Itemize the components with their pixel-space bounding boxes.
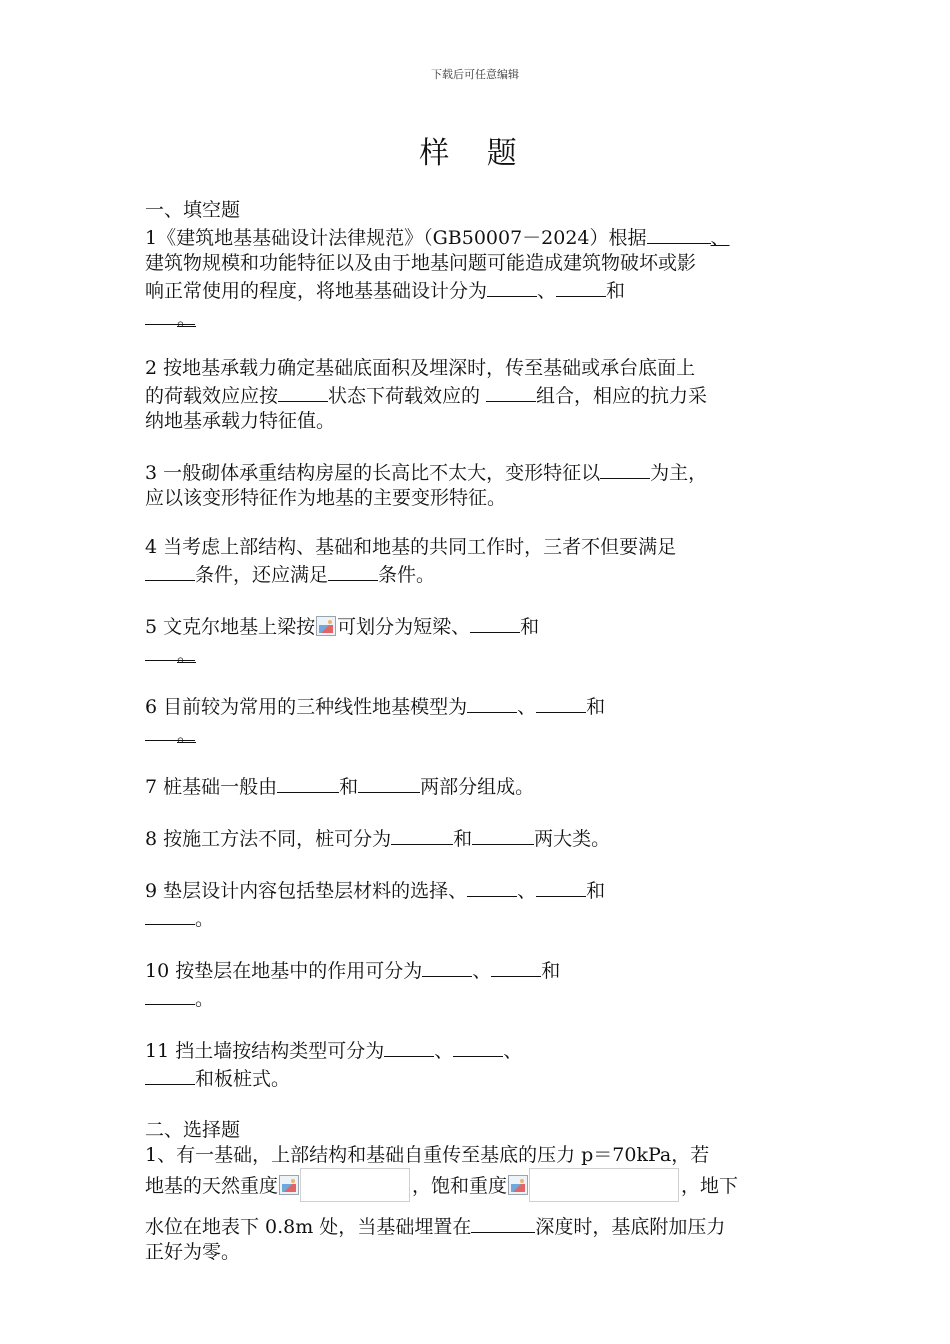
answer-blank [486,381,536,402]
question-text: 。 [177,308,197,330]
question-text: 可划分为短梁、 [337,616,471,638]
image-placeholder [300,1168,410,1202]
answer-blank [453,1036,503,1057]
separator: 、 [517,696,537,718]
question-text: 的荷载效应应按 [145,385,279,407]
question-text: 1、有一基础，上部结构和基础自重传至基底的压力 p＝70kPa，若 [145,1144,710,1166]
question-text: 纳地基承载力特征值。 [145,410,336,432]
question-text: 。 [177,644,197,666]
answer-blank [384,1036,434,1057]
question-text: 建筑物规模和功能特征以及由于地基问题可能造成建筑物破坏或影 [145,252,697,274]
question-text: 条件，还应满足 [195,564,329,586]
answer-blank [600,458,650,479]
question-text: 。 [195,988,215,1010]
question-text: 5 文克尔地基上梁按 [145,616,316,638]
answer-blank [536,876,586,897]
question-8 [145,824,810,852]
question-text: 正好为零。 [145,1241,241,1263]
question-text: 4 当考虑上部结构、基础和地基的共同工作时，三者不但要满足 [145,536,677,558]
answer-blank [467,692,517,713]
question-5 [145,612,810,668]
question-text: 和 [606,280,626,302]
question-text: 10 按垫层在地基中的作用可分为 [145,960,423,982]
question-text: 和板桩式。 [195,1068,291,1090]
question-10 [145,956,810,1012]
answer-blank [422,956,472,977]
answer-blank [487,276,537,297]
question-6 [145,692,810,748]
answer-blank [145,984,195,1005]
answer-blank [277,772,339,793]
separator: 、 [537,280,557,302]
answer-blank [472,824,534,845]
section-heading-choice: 二、选择题 [145,1119,241,1141]
broken-image-icon [316,616,336,636]
question-text: 和 [339,776,359,798]
question-text: 9 垫层设计内容包括垫层材料的选择、 [145,880,468,902]
question-text: 1《建筑地基基础设计法律规范》（GB50007－2024）根据 [145,227,647,249]
page-title: 样 题 [419,136,531,171]
document-body [145,198,810,1289]
question-text: 。 [195,908,215,930]
question-text: 深度时，基底附加压力 [535,1216,726,1238]
question-text: 6 目前较为常用的三种线性地基模型为 [145,696,468,718]
answer-blank [328,560,378,581]
question-text: 和 [586,880,606,902]
answer-blank [358,772,420,793]
question-text: 组合，相应的抗力采 [536,385,708,407]
choice-question-1 [145,1143,810,1265]
answer-blank [145,560,195,581]
answer-blank [536,692,586,713]
question-text: 11 挡土墙按结构类型可分为 [145,1040,385,1062]
question-2 [145,356,810,434]
question-text: 为主， [650,462,708,484]
question-text: 地基的天然重度 [145,1175,279,1197]
question-text: ，饱和重度 [412,1175,508,1197]
question-text: 8 按施工方法不同，桩可分为 [145,828,392,850]
question-text: 和 [520,616,540,638]
question-text: 条件。 [378,564,436,586]
question-3 [145,458,810,511]
question-text: 响正常使用的程度，将地基基础设计分为 [145,280,488,302]
question-1 [145,223,810,332]
question-text: 状态下荷载效应的 [328,385,481,407]
question-11 [145,1036,810,1092]
question-text: ，地下 [681,1175,739,1197]
question-text: 两大类。 [534,828,611,850]
answer-blank [145,1064,195,1085]
separator: 、 [434,1040,454,1062]
broken-image-icon [508,1175,528,1195]
separator: 、 [517,880,537,902]
question-9 [145,876,810,932]
separator: 、 [503,1040,523,1062]
answer-blank [470,612,520,633]
header-note: 下载后可任意编辑 [431,68,519,81]
answer-blank [471,1212,535,1233]
answer-blank [391,824,453,845]
broken-image-icon [279,1175,299,1195]
answer-blank [278,381,328,402]
question-text: 水位在地表下 0.8m 处，当基础埋置在 [145,1216,472,1238]
question-text: 。 [177,724,197,746]
question-text: 和 [453,828,473,850]
image-placeholder [529,1168,679,1202]
answer-blank [491,956,541,977]
question-4 [145,535,810,588]
question-text: 2 按地基承载力确定基础底面积及埋深时，传至基础或承台底面上 [145,357,696,379]
question-text: 、 [710,227,730,249]
answer-blank [556,276,606,297]
question-text: 和 [586,696,606,718]
answer-blank [145,904,195,925]
separator: 、 [472,960,492,982]
question-text: 两部分组成。 [420,776,535,798]
question-7 [145,772,810,800]
question-text: 7 桩基础一般由 [145,776,278,798]
question-text: 3 一般砌体承重结构房屋的长高比不太大，变形特征以 [145,462,601,484]
answer-blank [467,876,517,897]
question-text: 应以该变形特征作为地基的主要变形特征。 [145,487,507,509]
question-text: 和 [541,960,561,982]
section-heading-fill-in: 一、填空题 [145,199,241,221]
answer-blank [647,223,711,244]
